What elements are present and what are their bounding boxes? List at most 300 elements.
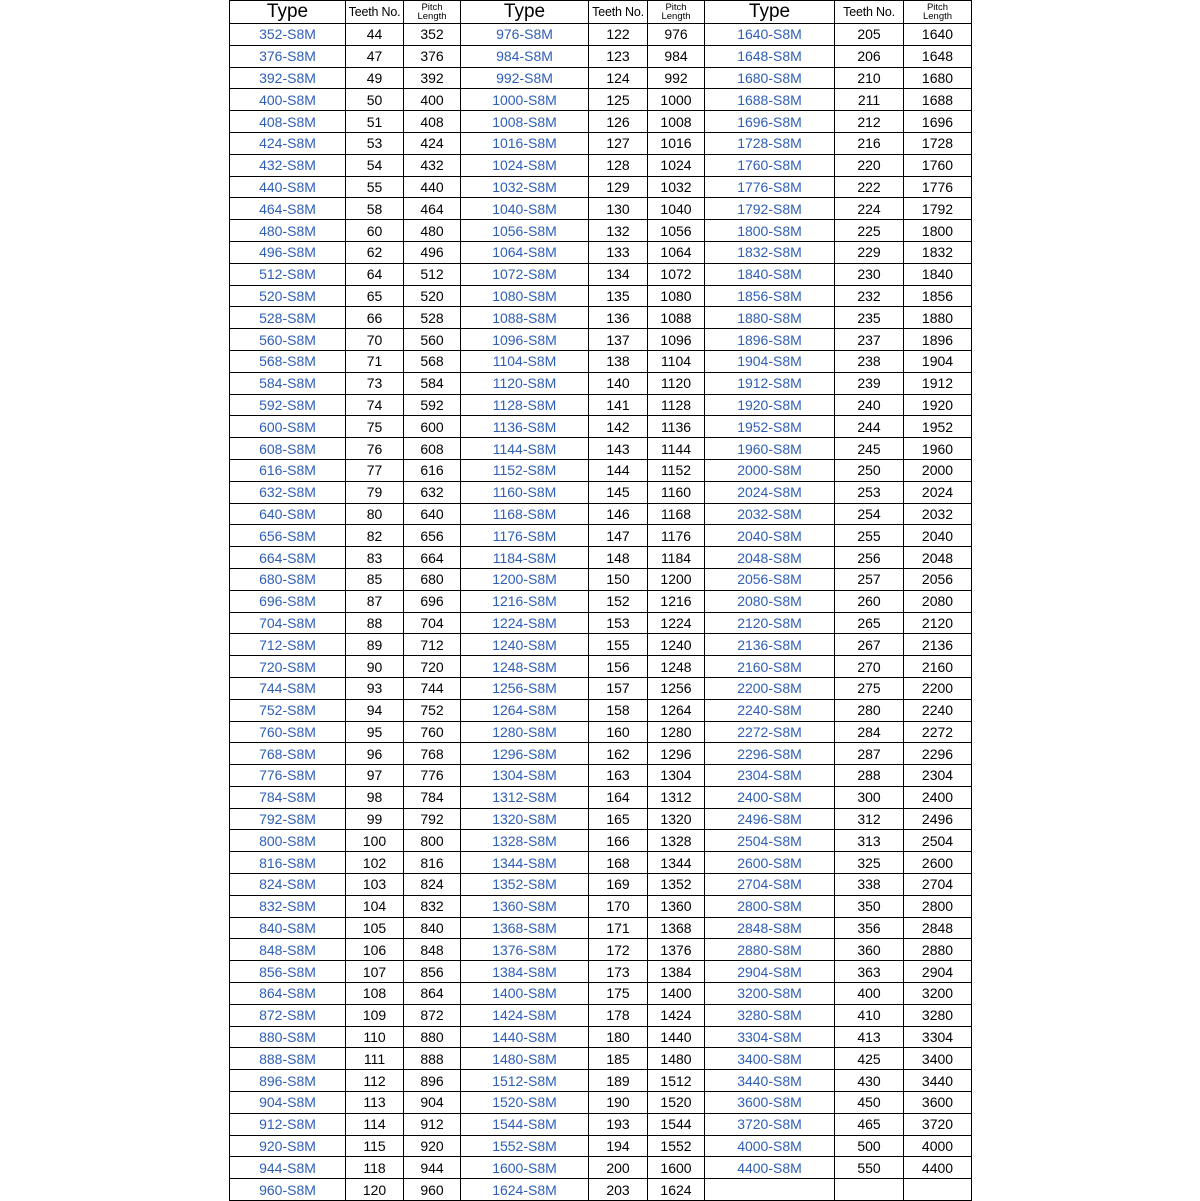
type-cell[interactable]: 2272-S8M <box>705 721 835 743</box>
type-cell[interactable]: 2800-S8M <box>705 895 835 917</box>
teeth-cell: 171 <box>589 917 648 939</box>
type-cell[interactable]: 872-S8M <box>230 1004 346 1026</box>
type-cell[interactable]: 1688-S8M <box>705 89 835 111</box>
type-cell[interactable]: 1552-S8M <box>461 1135 589 1157</box>
type-cell[interactable]: 464-S8M <box>230 198 346 220</box>
type-cell[interactable]: 2240-S8M <box>705 699 835 721</box>
type-cell[interactable]: 712-S8M <box>230 634 346 656</box>
type-cell[interactable]: 1912-S8M <box>705 372 835 394</box>
type-cell[interactable]: 944-S8M <box>230 1157 346 1179</box>
type-cell[interactable]: 1544-S8M <box>461 1113 589 1135</box>
type-cell[interactable]: 1696-S8M <box>705 111 835 133</box>
pitch-length-cell: 992 <box>648 67 705 89</box>
type-cell[interactable]: 1088-S8M <box>461 307 589 329</box>
teeth-cell: 287 <box>835 743 904 765</box>
type-cell[interactable]: 1176-S8M <box>461 525 589 547</box>
pitch-length-cell: 3200 <box>904 983 972 1005</box>
type-cell[interactable]: 984-S8M <box>461 45 589 67</box>
type-cell[interactable]: 816-S8M <box>230 852 346 874</box>
teeth-cell: 99 <box>346 808 404 830</box>
type-cell[interactable]: 992-S8M <box>461 67 589 89</box>
teeth-cell: 105 <box>346 917 404 939</box>
table-row <box>230 983 972 1005</box>
pitch-length-cell: 840 <box>404 917 461 939</box>
teeth-cell: 74 <box>346 394 404 416</box>
type-cell[interactable]: 848-S8M <box>230 939 346 961</box>
teeth-cell: 108 <box>346 983 404 1005</box>
table-row <box>230 24 972 46</box>
pitch-length-cell: 864 <box>404 983 461 1005</box>
type-cell[interactable]: 1760-S8M <box>705 154 835 176</box>
type-cell[interactable]: 2040-S8M <box>705 525 835 547</box>
pitch-length-cell: 1136 <box>648 416 705 438</box>
type-cell[interactable]: 2120-S8M <box>705 612 835 634</box>
type-cell[interactable]: 1352-S8M <box>461 874 589 896</box>
header-pitch-line1: Pitch <box>926 2 949 13</box>
teeth-cell: 140 <box>589 372 648 394</box>
type-cell[interactable]: 976-S8M <box>461 24 589 46</box>
pitch-length-cell: 768 <box>404 743 461 765</box>
type-cell[interactable]: 4400-S8M <box>705 1157 835 1179</box>
teeth-cell: 124 <box>589 67 648 89</box>
type-cell[interactable]: 1856-S8M <box>705 285 835 307</box>
teeth-cell: 103 <box>346 874 404 896</box>
pitch-length-cell: 1512 <box>648 1070 705 1092</box>
pitch-length-cell: 2504 <box>904 830 972 852</box>
type-cell[interactable]: 1384-S8M <box>461 961 589 983</box>
pitch-length-cell: 4400 <box>904 1157 972 1179</box>
type-cell[interactable]: 920-S8M <box>230 1135 346 1157</box>
pitch-length-cell: 760 <box>404 721 461 743</box>
type-cell[interactable]: 1960-S8M <box>705 438 835 460</box>
table-row <box>230 416 972 438</box>
type-cell[interactable]: 664-S8M <box>230 547 346 569</box>
type-cell[interactable]: 2904-S8M <box>705 961 835 983</box>
teeth-cell: 111 <box>346 1048 404 1070</box>
type-cell[interactable]: 600-S8M <box>230 416 346 438</box>
table-row <box>230 503 972 525</box>
teeth-cell: 54 <box>346 154 404 176</box>
type-cell[interactable]: 2056-S8M <box>705 568 835 590</box>
type-cell[interactable]: 1024-S8M <box>461 154 589 176</box>
type-cell[interactable]: 480-S8M <box>230 220 346 242</box>
type-cell[interactable]: 864-S8M <box>230 983 346 1005</box>
teeth-cell: 254 <box>835 503 904 525</box>
type-cell[interactable]: 1680-S8M <box>705 67 835 89</box>
type-cell[interactable]: 752-S8M <box>230 699 346 721</box>
type-cell[interactable]: 1600-S8M <box>461 1157 589 1179</box>
type-cell[interactable]: 1160-S8M <box>461 481 589 503</box>
teeth-cell: 363 <box>835 961 904 983</box>
pitch-length-cell: 1200 <box>648 568 705 590</box>
pitch-length-cell: 608 <box>404 438 461 460</box>
type-cell[interactable]: 1480-S8M <box>461 1048 589 1070</box>
teeth-cell: 106 <box>346 939 404 961</box>
teeth-cell: 193 <box>589 1113 648 1135</box>
type-cell[interactable]: 1368-S8M <box>461 917 589 939</box>
pitch-length-cell: 2048 <box>904 547 972 569</box>
type-cell[interactable]: 632-S8M <box>230 481 346 503</box>
type-cell[interactable]: 1320-S8M <box>461 808 589 830</box>
pitch-length-cell: 1064 <box>648 241 705 263</box>
pitch-length-cell: 1040 <box>648 198 705 220</box>
pitch-length-cell: 1080 <box>648 285 705 307</box>
type-cell[interactable]: 1128-S8M <box>461 394 589 416</box>
table-row <box>230 1135 972 1157</box>
teeth-cell: 113 <box>346 1092 404 1114</box>
type-cell[interactable]: 1264-S8M <box>461 699 589 721</box>
teeth-cell: 128 <box>589 154 648 176</box>
type-cell[interactable]: 1064-S8M <box>461 241 589 263</box>
teeth-cell: 60 <box>346 220 404 242</box>
pitch-length-cell: 696 <box>404 590 461 612</box>
type-cell[interactable]: 2032-S8M <box>705 503 835 525</box>
type-cell[interactable]: 1280-S8M <box>461 721 589 743</box>
type-cell[interactable]: 912-S8M <box>230 1113 346 1135</box>
pitch-length-cell: 880 <box>404 1026 461 1048</box>
type-cell[interactable]: 3440-S8M <box>705 1070 835 1092</box>
type-cell[interactable]: 1640-S8M <box>705 24 835 46</box>
teeth-cell: 206 <box>835 45 904 67</box>
type-cell[interactable]: 2880-S8M <box>705 939 835 961</box>
pitch-length-cell: 680 <box>404 568 461 590</box>
pitch-length-cell: 1640 <box>904 24 972 46</box>
table-row <box>230 852 972 874</box>
teeth-cell: 150 <box>589 568 648 590</box>
type-cell[interactable]: 616-S8M <box>230 459 346 481</box>
type-cell[interactable]: 392-S8M <box>230 67 346 89</box>
pitch-length-cell: 3440 <box>904 1070 972 1092</box>
pitch-length-cell: 3280 <box>904 1004 972 1026</box>
type-cell[interactable]: 656-S8M <box>230 525 346 547</box>
type-cell[interactable]: 1840-S8M <box>705 263 835 285</box>
type-cell[interactable]: 2304-S8M <box>705 765 835 787</box>
type-cell[interactable]: 1904-S8M <box>705 350 835 372</box>
pitch-length-cell: 2240 <box>904 699 972 721</box>
table-row <box>230 830 972 852</box>
type-cell[interactable]: 440-S8M <box>230 176 346 198</box>
pitch-length-cell: 896 <box>404 1070 461 1092</box>
teeth-cell: 260 <box>835 590 904 612</box>
pitch-length-cell: 1168 <box>648 503 705 525</box>
teeth-cell: 270 <box>835 656 904 678</box>
type-cell[interactable]: 1248-S8M <box>461 656 589 678</box>
pitch-length-cell: 408 <box>404 111 461 133</box>
pitch-length-cell: 496 <box>404 241 461 263</box>
type-cell[interactable]: 1920-S8M <box>705 394 835 416</box>
teeth-cell: 94 <box>346 699 404 721</box>
teeth-cell: 88 <box>346 612 404 634</box>
type-cell[interactable]: 744-S8M <box>230 677 346 699</box>
type-cell[interactable]: 1512-S8M <box>461 1070 589 1092</box>
type-cell[interactable]: 1832-S8M <box>705 241 835 263</box>
type-cell[interactable]: 1648-S8M <box>705 45 835 67</box>
type-cell[interactable]: 2296-S8M <box>705 743 835 765</box>
type-cell[interactable]: 1056-S8M <box>461 220 589 242</box>
teeth-cell: 49 <box>346 67 404 89</box>
teeth-cell: 257 <box>835 568 904 590</box>
type-cell[interactable]: 584-S8M <box>230 372 346 394</box>
type-cell[interactable]: 880-S8M <box>230 1026 346 1048</box>
teeth-cell: 172 <box>589 939 648 961</box>
type-cell[interactable]: 2496-S8M <box>705 808 835 830</box>
type-cell <box>705 1179 835 1201</box>
type-cell[interactable]: 904-S8M <box>230 1092 346 1114</box>
table-row <box>230 1113 972 1135</box>
type-cell[interactable]: 1136-S8M <box>461 416 589 438</box>
type-cell[interactable]: 1800-S8M <box>705 220 835 242</box>
type-cell[interactable]: 1016-S8M <box>461 132 589 154</box>
type-cell[interactable]: 1424-S8M <box>461 1004 589 1026</box>
type-cell[interactable]: 856-S8M <box>230 961 346 983</box>
type-cell[interactable]: 640-S8M <box>230 503 346 525</box>
table-row <box>230 394 972 416</box>
type-cell[interactable]: 1312-S8M <box>461 786 589 808</box>
teeth-cell: 168 <box>589 852 648 874</box>
type-cell[interactable]: 376-S8M <box>230 45 346 67</box>
type-cell[interactable]: 400-S8M <box>230 89 346 111</box>
type-cell[interactable]: 1080-S8M <box>461 285 589 307</box>
type-cell[interactable]: 2160-S8M <box>705 656 835 678</box>
type-cell[interactable]: 840-S8M <box>230 917 346 939</box>
type-cell[interactable]: 4000-S8M <box>705 1135 835 1157</box>
pitch-length-cell: 1072 <box>648 263 705 285</box>
pitch-length-cell: 2880 <box>904 939 972 961</box>
type-cell[interactable]: 2600-S8M <box>705 852 835 874</box>
type-cell[interactable]: 3304-S8M <box>705 1026 835 1048</box>
type-cell[interactable]: 608-S8M <box>230 438 346 460</box>
type-cell[interactable]: 512-S8M <box>230 263 346 285</box>
type-cell[interactable]: 696-S8M <box>230 590 346 612</box>
type-cell[interactable]: 1880-S8M <box>705 307 835 329</box>
pitch-length-cell: 1032 <box>648 176 705 198</box>
teeth-cell: 410 <box>835 1004 904 1026</box>
pitch-length-cell: 1320 <box>648 808 705 830</box>
type-cell[interactable]: 496-S8M <box>230 241 346 263</box>
type-cell[interactable]: 832-S8M <box>230 895 346 917</box>
pitch-length-cell: 784 <box>404 786 461 808</box>
pitch-length-cell: 464 <box>404 198 461 220</box>
teeth-cell: 210 <box>835 67 904 89</box>
table-row <box>230 154 972 176</box>
type-cell[interactable]: 1152-S8M <box>461 459 589 481</box>
type-cell[interactable]: 2504-S8M <box>705 830 835 852</box>
type-cell[interactable]: 1224-S8M <box>461 612 589 634</box>
teeth-cell: 134 <box>589 263 648 285</box>
teeth-cell: 250 <box>835 459 904 481</box>
type-cell[interactable]: 1144-S8M <box>461 438 589 460</box>
teeth-cell: 148 <box>589 547 648 569</box>
table-row <box>230 765 972 787</box>
type-cell[interactable]: 1344-S8M <box>461 852 589 874</box>
type-cell[interactable]: 3200-S8M <box>705 983 835 1005</box>
teeth-cell: 64 <box>346 263 404 285</box>
pitch-length-cell: 2400 <box>904 786 972 808</box>
teeth-cell: 450 <box>835 1092 904 1114</box>
type-cell[interactable]: 2848-S8M <box>705 917 835 939</box>
teeth-cell: 130 <box>589 198 648 220</box>
type-cell[interactable]: 1520-S8M <box>461 1092 589 1114</box>
teeth-cell: 325 <box>835 852 904 874</box>
pitch-length-cell: 1552 <box>648 1135 705 1157</box>
teeth-cell: 137 <box>589 329 648 351</box>
type-cell[interactable]: 560-S8M <box>230 329 346 351</box>
pitch-length-cell: 1144 <box>648 438 705 460</box>
table-row <box>230 1092 972 1114</box>
type-cell[interactable]: 408-S8M <box>230 111 346 133</box>
type-cell[interactable]: 1304-S8M <box>461 765 589 787</box>
pitch-length-cell: 1384 <box>648 961 705 983</box>
header-pitch-length <box>904 1 972 24</box>
type-cell[interactable]: 3720-S8M <box>705 1113 835 1135</box>
pitch-length-cell: 1096 <box>648 329 705 351</box>
teeth-cell: 238 <box>835 350 904 372</box>
pitch-length-cell: 744 <box>404 677 461 699</box>
type-cell[interactable]: 2400-S8M <box>705 786 835 808</box>
type-cell[interactable]: 824-S8M <box>230 874 346 896</box>
teeth-cell: 239 <box>835 372 904 394</box>
teeth-cell: 156 <box>589 656 648 678</box>
type-cell[interactable]: 1200-S8M <box>461 568 589 590</box>
type-cell[interactable]: 1040-S8M <box>461 198 589 220</box>
teeth-cell: 465 <box>835 1113 904 1135</box>
type-cell[interactable]: 1776-S8M <box>705 176 835 198</box>
teeth-cell: 80 <box>346 503 404 525</box>
type-cell[interactable]: 1104-S8M <box>461 350 589 372</box>
type-cell[interactable]: 3600-S8M <box>705 1092 835 1114</box>
type-cell[interactable]: 680-S8M <box>230 568 346 590</box>
type-cell[interactable]: 1168-S8M <box>461 503 589 525</box>
type-cell[interactable]: 1216-S8M <box>461 590 589 612</box>
pitch-length-cell: 480 <box>404 220 461 242</box>
pitch-length-cell: 528 <box>404 307 461 329</box>
type-cell[interactable]: 2704-S8M <box>705 874 835 896</box>
pitch-length-cell: 2056 <box>904 568 972 590</box>
header-type: Type <box>230 1 346 24</box>
type-cell[interactable]: 2000-S8M <box>705 459 835 481</box>
pitch-length-cell: 1680 <box>904 67 972 89</box>
type-cell[interactable]: 520-S8M <box>230 285 346 307</box>
pitch-length-cell: 960 <box>404 1179 461 1201</box>
type-cell[interactable]: 1360-S8M <box>461 895 589 917</box>
pitch-length-cell <box>904 1179 972 1201</box>
type-cell[interactable]: 2200-S8M <box>705 677 835 699</box>
type-cell[interactable]: 1000-S8M <box>461 89 589 111</box>
pitch-length-cell: 1440 <box>648 1026 705 1048</box>
teeth-cell: 104 <box>346 895 404 917</box>
teeth-cell: 65 <box>346 285 404 307</box>
type-cell[interactable]: 800-S8M <box>230 830 346 852</box>
pitch-length-cell: 2296 <box>904 743 972 765</box>
table-row <box>230 1070 972 1092</box>
pitch-length-cell: 712 <box>404 634 461 656</box>
type-cell[interactable]: 1624-S8M <box>461 1179 589 1201</box>
pitch-length-cell: 1128 <box>648 394 705 416</box>
type-cell[interactable]: 720-S8M <box>230 656 346 678</box>
type-cell[interactable]: 1400-S8M <box>461 983 589 1005</box>
header-pitch-length <box>404 1 461 24</box>
pitch-length-cell: 664 <box>404 547 461 569</box>
type-cell[interactable]: 1296-S8M <box>461 743 589 765</box>
teeth-cell: 141 <box>589 394 648 416</box>
pitch-length-cell: 1360 <box>648 895 705 917</box>
pitch-length-cell: 1856 <box>904 285 972 307</box>
type-cell[interactable]: 568-S8M <box>230 350 346 372</box>
type-cell[interactable]: 1072-S8M <box>461 263 589 285</box>
type-cell[interactable]: 424-S8M <box>230 132 346 154</box>
type-cell[interactable]: 760-S8M <box>230 721 346 743</box>
type-cell[interactable]: 960-S8M <box>230 1179 346 1201</box>
type-cell[interactable]: 2024-S8M <box>705 481 835 503</box>
teeth-cell: 114 <box>346 1113 404 1135</box>
type-cell[interactable]: 1728-S8M <box>705 132 835 154</box>
type-cell[interactable]: 768-S8M <box>230 743 346 765</box>
type-cell[interactable]: 896-S8M <box>230 1070 346 1092</box>
pitch-length-cell: 1296 <box>648 743 705 765</box>
pitch-length-cell: 3304 <box>904 1026 972 1048</box>
header-teeth-no: Teeth No. <box>346 1 404 24</box>
type-cell[interactable]: 1184-S8M <box>461 547 589 569</box>
type-cell[interactable]: 1376-S8M <box>461 939 589 961</box>
type-cell[interactable]: 3400-S8M <box>705 1048 835 1070</box>
type-cell[interactable]: 352-S8M <box>230 24 346 46</box>
pitch-length-cell: 2304 <box>904 765 972 787</box>
type-cell[interactable]: 1120-S8M <box>461 372 589 394</box>
type-cell[interactable]: 784-S8M <box>230 786 346 808</box>
teeth-cell: 225 <box>835 220 904 242</box>
teeth-cell: 164 <box>589 786 648 808</box>
table-row <box>230 590 972 612</box>
type-cell[interactable]: 528-S8M <box>230 307 346 329</box>
type-cell[interactable]: 1096-S8M <box>461 329 589 351</box>
type-cell[interactable]: 432-S8M <box>230 154 346 176</box>
type-cell[interactable]: 888-S8M <box>230 1048 346 1070</box>
pitch-length-cell: 2080 <box>904 590 972 612</box>
type-cell[interactable]: 776-S8M <box>230 765 346 787</box>
teeth-cell: 224 <box>835 198 904 220</box>
pitch-length-cell: 1224 <box>648 612 705 634</box>
type-cell[interactable]: 2080-S8M <box>705 590 835 612</box>
pitch-length-cell: 1152 <box>648 459 705 481</box>
type-cell[interactable]: 2136-S8M <box>705 634 835 656</box>
pitch-length-cell: 976 <box>648 24 705 46</box>
teeth-cell: 267 <box>835 634 904 656</box>
type-cell[interactable]: 1008-S8M <box>461 111 589 133</box>
pitch-length-cell: 1760 <box>904 154 972 176</box>
type-cell[interactable]: 592-S8M <box>230 394 346 416</box>
pitch-length-cell: 944 <box>404 1157 461 1179</box>
type-cell[interactable]: 1896-S8M <box>705 329 835 351</box>
teeth-cell: 110 <box>346 1026 404 1048</box>
pitch-length-cell: 2904 <box>904 961 972 983</box>
type-cell[interactable]: 1440-S8M <box>461 1026 589 1048</box>
pitch-length-cell: 640 <box>404 503 461 525</box>
type-cell[interactable]: 792-S8M <box>230 808 346 830</box>
type-cell[interactable]: 1256-S8M <box>461 677 589 699</box>
type-cell[interactable]: 3280-S8M <box>705 1004 835 1026</box>
type-cell[interactable]: 1792-S8M <box>705 198 835 220</box>
type-cell[interactable]: 2048-S8M <box>705 547 835 569</box>
type-cell[interactable]: 1240-S8M <box>461 634 589 656</box>
type-cell[interactable]: 1952-S8M <box>705 416 835 438</box>
type-cell[interactable]: 704-S8M <box>230 612 346 634</box>
type-cell[interactable]: 1328-S8M <box>461 830 589 852</box>
pitch-length-cell: 1776 <box>904 176 972 198</box>
pitch-length-cell: 1056 <box>648 220 705 242</box>
teeth-cell: 155 <box>589 634 648 656</box>
type-cell[interactable]: 1032-S8M <box>461 176 589 198</box>
pitch-length-cell: 832 <box>404 895 461 917</box>
